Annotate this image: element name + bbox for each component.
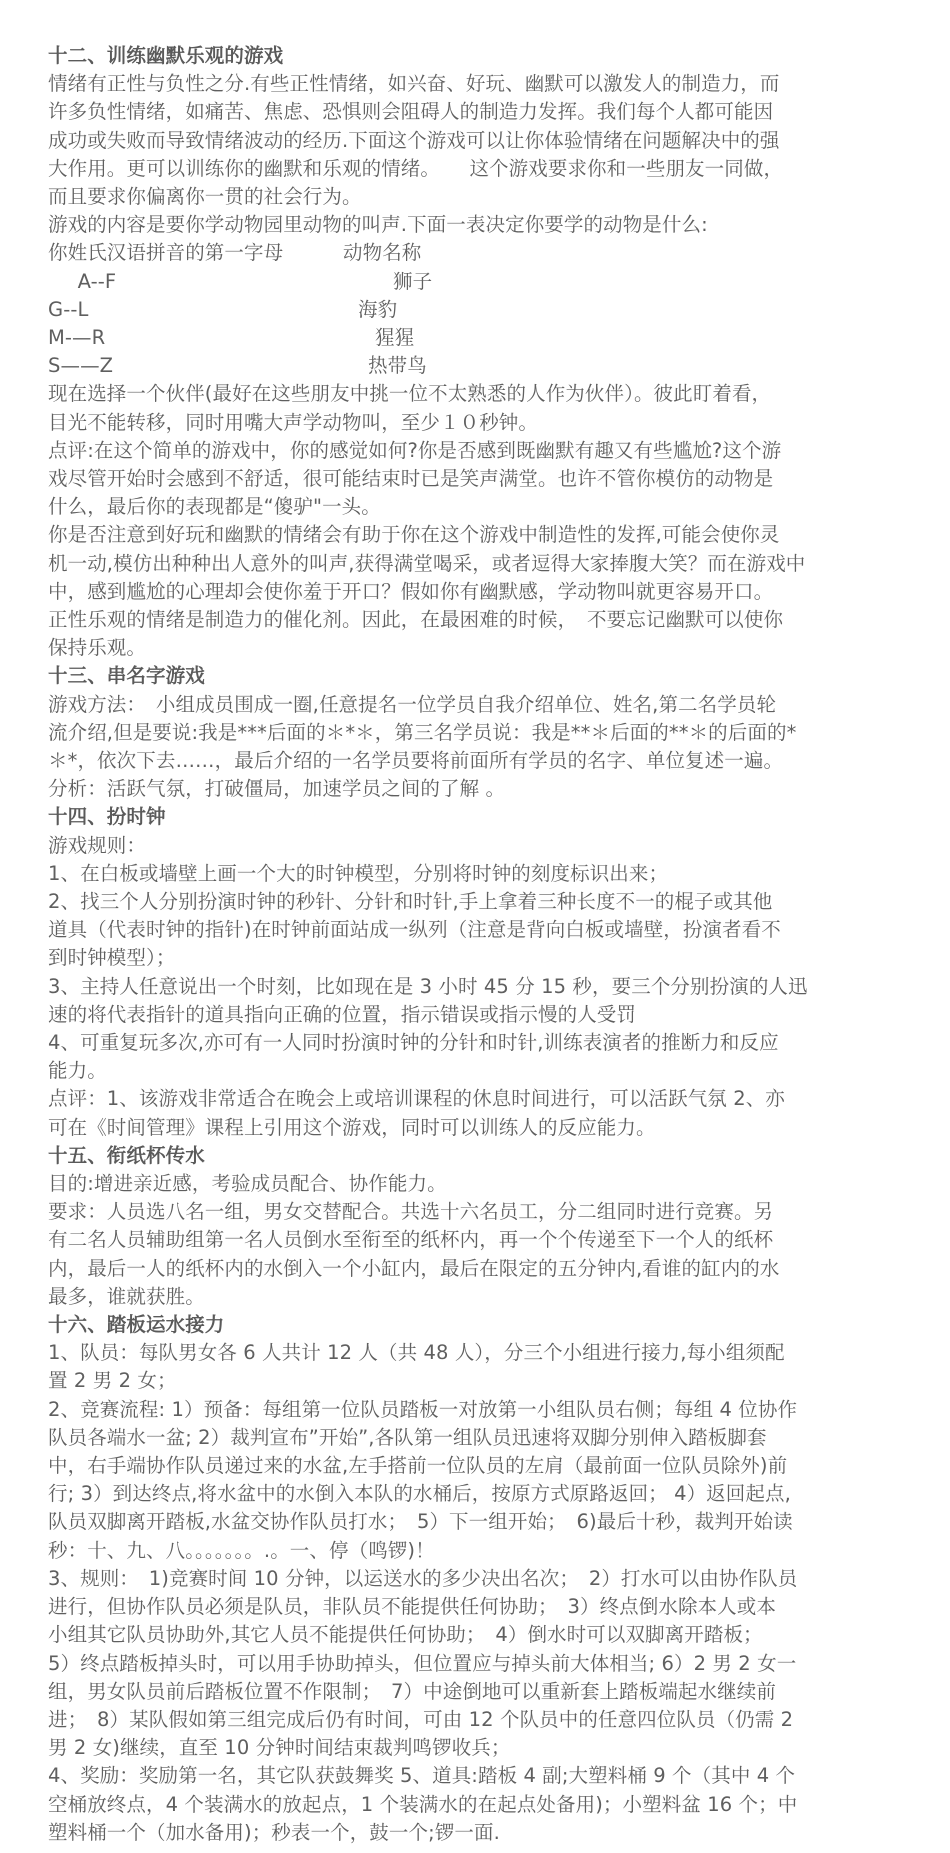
section-heading: 十二、训练幽默乐观的游戏 xyxy=(48,44,284,67)
animal-table-row xyxy=(48,296,902,324)
paragraph-line: 队员各端水一盆; 2）裁判宣布”开始”,各队第一组队员迅速将双脚分别伸入踏板脚套 xyxy=(48,1425,767,1449)
paragraph-line: 情绪有正性与负性之分.有些正性情绪，如兴奋、好玩、幽默可以激发人的制造力，而 xyxy=(48,72,780,96)
paragraph-line: 而且要求你偏离你一贯的社会行为。 xyxy=(48,185,362,209)
paragraph-line: 行; 3）到达终点,将水盆中的水倒入本队的水桶后，按原方式原路返回； 4）返回起点, xyxy=(48,1482,791,1506)
paragraph-line: 空桶放终点，4 个装满水的放起点，1 个装满水的在起点处备用)；小塑料盆 16 个；中 xyxy=(48,1792,798,1816)
table-cell-animal: 猩猩 xyxy=(375,325,415,349)
section-14 xyxy=(48,803,902,1141)
table-cell-animal: 海豹 xyxy=(358,297,398,321)
section-heading: 十六、踏板运水接力 xyxy=(48,1313,225,1337)
section-15 xyxy=(48,1142,902,1311)
paragraph-line: 小组其它队员协助外,其它人员不能提供任何协助； 4）倒水时可以双脚离开踏板； xyxy=(48,1623,763,1647)
paragraph-line: 内，最后一人的纸杯内的水倒入一个小缸内，最后在限定的五分钟内,看谁的缸内的水 xyxy=(48,1256,780,1280)
paragraph-line: 许多负性情绪，如痛苦、焦虑、恐惧则会阻碍人的制造力发挥。我们每个人都可能因 xyxy=(48,100,774,124)
paragraph-line: 成功或失败而导致情绪波动的经历.下面这个游戏可以让你体验情绪在问题解决中的强 xyxy=(48,128,780,152)
paragraph-line: 道具（代表时钟的指针)在时钟前面站成一纵列（注意是背向白板或墙壁，扮演者看不 xyxy=(48,918,781,942)
paragraph-line: 进； 8）某队假如第三组完成后仍有时间，可由 12 个队员中的任意四位队员（仍需 2 xyxy=(48,1707,794,1731)
paragraph-line: 流介绍,但是要说:我是***后面的＊*＊，第三名学员说：我是**＊后面的**＊的后面的* xyxy=(48,720,797,744)
paragraph-line: 2、找三个人分别扮演时钟的秒针、分针和时针,手上拿着三种长度不一的棍子或其他 xyxy=(48,890,773,914)
paragraph-line: 可在《时间管理》课程上引用这个游戏，同时可以训练人的反应能力。 xyxy=(48,1115,656,1139)
table-cell-letters: S——Z xyxy=(48,354,114,378)
paragraph-line: 什么，最后你的表现都是“傻驴"一头。 xyxy=(48,495,381,519)
paragraph-line: 置 2 男 2 女； xyxy=(48,1369,177,1393)
paragraph-line: 塑料桶一个（加水备用)；秒表一个，鼓一个;锣一面. xyxy=(48,1820,500,1844)
paragraph-line: 游戏方法： 小组成员围成一圈,任意提名一位学员自我介绍单位、姓名,第二名学员轮 xyxy=(48,692,777,716)
paragraph-line: 到时钟模型）； xyxy=(48,946,176,970)
paragraph-line: 5）终点踏板掉头时，可以用手协助掉头，但位置应与掉头前大体相当; 6）2 男 2 女一 xyxy=(48,1651,797,1675)
paragraph-line: 1、在白板或墙壁上画一个大的时钟模型，分别将时钟的刻度标识出来； xyxy=(48,861,669,885)
paragraph-line: 机一动,模仿出种种出人意外的叫声,获得满堂喝采，或者逗得大家捧腹大笑？而在游戏中 xyxy=(48,551,806,575)
paragraph-line: 游戏规则： xyxy=(48,833,147,857)
paragraph-line: 你是否注意到好玩和幽默的情绪会有助于你在这个游戏中制造性的发挥,可能会使你灵 xyxy=(48,523,780,547)
paragraph-line: 最多，谁就获胜。 xyxy=(48,1284,205,1308)
paragraph-line: 游戏的内容是要你学动物园里动物的叫声.下面一表决定你要学的动物是什么: xyxy=(48,213,708,237)
paragraph-line: 点评:在这个简单的游戏中，你的感觉如何?你是否感到既幽默有趣又有些尴尬?这个游 xyxy=(48,438,782,462)
paragraph-line: 男 2 女)继续，直至 10 分钟时间结束裁判鸣锣收兵； xyxy=(48,1736,511,1760)
table-header-animal: 动物名称 xyxy=(343,241,422,265)
paragraph-line: 正性乐观的情绪是制造力的催化剂。因此，在最困难的时候， 不要忘记幽默可以使你 xyxy=(48,607,784,631)
paragraph-line: 现在选择一个伙伴(最好在这些朋友中挑一位不太熟悉的人作为伙伴）。彼此盯着看， xyxy=(48,382,772,406)
animal-table-header xyxy=(48,239,902,267)
paragraph-line: 目的:增进亲近感，考验成员配合、协作能力。 xyxy=(48,1172,447,1196)
paragraph-line: 中，感到尴尬的心理却会使你羞于开口？假如你有幽默感，学动物叫就更容易开口。 xyxy=(48,579,774,603)
table-cell-letters: A--F xyxy=(58,269,117,293)
animal-table-row xyxy=(48,352,902,380)
section-heading: 十三、串名字游戏 xyxy=(48,664,205,688)
section-heading: 十四、扮时钟 xyxy=(48,805,166,829)
paragraph-line: 有二名人员辅助组第一名人员倒水至衔至的纸杯内，再一个个传递至下一个人的纸杯 xyxy=(48,1228,774,1252)
section-12 xyxy=(48,42,902,662)
animal-table-row xyxy=(48,324,902,352)
paragraph-line: 3、主持人任意说出一个时刻，比如现在是 3 小时 45 分 15 秒，要三个分别扮演的人迅 xyxy=(48,974,808,998)
paragraph-line: 大作用。更可以训练你的幽默和乐观的情绪。 这个游戏要求你和一些朋友一同做， xyxy=(48,156,784,180)
paragraph-line: 2、竞赛流程: 1）预备：每组第一位队员踏板一对放第一小组队员右侧；每组 4 位协作 xyxy=(48,1397,798,1421)
paragraph-line: 分析：活跃气氛，打破僵局，加速学员之间的了解 。 xyxy=(48,777,506,801)
paragraph-line: 组，男女队员前后踏板位置不作限制； 7）中途倒地可以重新套上踏板端起水继续前 xyxy=(48,1679,776,1703)
section-heading: 十五、衔纸杯传水 xyxy=(48,1143,205,1167)
paragraph-line: 戏尽管开始时会感到不舒适，很可能结束时已是笑声满堂。也许不管你模仿的动物是 xyxy=(48,466,774,490)
section-13 xyxy=(48,662,902,803)
paragraph-line: 能力。 xyxy=(48,1059,107,1083)
table-header-letter: 你姓氏汉语拼音的第一字母 xyxy=(48,241,284,265)
paragraph-line: 1、队员：每队男女各 6 人共计 12 人（共 48 人），分三个小组进行接力,每小组须配 xyxy=(48,1341,785,1365)
table-cell-letters: M-—R xyxy=(48,325,106,349)
paragraph-line: 4、奖励：奖励第一名，其它队获鼓舞奖 5、道具:踏板 4 副;大塑料桶 9 个（其中 4 个 xyxy=(48,1764,796,1788)
paragraph-line: 秒：十、九、八。。。。。。。.。一、停（鸣锣)！ xyxy=(48,1538,435,1562)
paragraph-line: 点评：1、该游戏非常适合在晚会上或培训课程的休息时间进行，可以活跃气氛 2、亦 xyxy=(48,1087,785,1111)
paragraph-line: 要求：人员选八名一组，男女交替配合。共选十六名员工，分二组同时进行竞赛。另 xyxy=(48,1200,774,1224)
paragraph-line: 保持乐观。 xyxy=(48,636,147,660)
paragraph-line: 进行，但协作队员必须是队员，非队员不能提供任何协助； 3）终点倒水除本人或本 xyxy=(48,1595,776,1619)
paragraph-line: ＊*，依次下去……，最后介绍的一名学员要将前面所有学员的名字、单位复述一遍。 xyxy=(48,749,784,772)
paragraph-line: 3、规则： 1)竞赛时间 10 分钟，以运送水的多少决出名次； 2）打水可以由协作队员 xyxy=(48,1566,798,1590)
section-16 xyxy=(48,1311,902,1847)
paragraph-line: 4、可重复玩多次,亦可有一人同时扮演时钟的分针和时针,训练表演者的推断力和反应 xyxy=(48,1031,779,1055)
table-cell-letters: G--L xyxy=(48,297,89,321)
animal-table-row xyxy=(48,268,902,296)
paragraph-line: 中，右手端协作队员递过来的水盆,左手搭前一位队员的左肩（最前面一位队员除外)前 xyxy=(48,1454,788,1478)
paragraph-line: 队员双脚离开踏板,水盆交协作队员打水； 5）下一组开始； 6)最后十秒，裁判开始读 xyxy=(48,1510,793,1534)
table-cell-animal: 热带鸟 xyxy=(368,354,427,378)
paragraph-line: 目光不能转移，同时用嘴大声学动物叫，至少１０秒钟。 xyxy=(48,410,539,434)
table-cell-animal: 狮子 xyxy=(393,269,433,293)
paragraph-line: 速的将代表指针的道具指向正确的位置，指示错误或指示慢的人受罚 xyxy=(48,1002,637,1026)
